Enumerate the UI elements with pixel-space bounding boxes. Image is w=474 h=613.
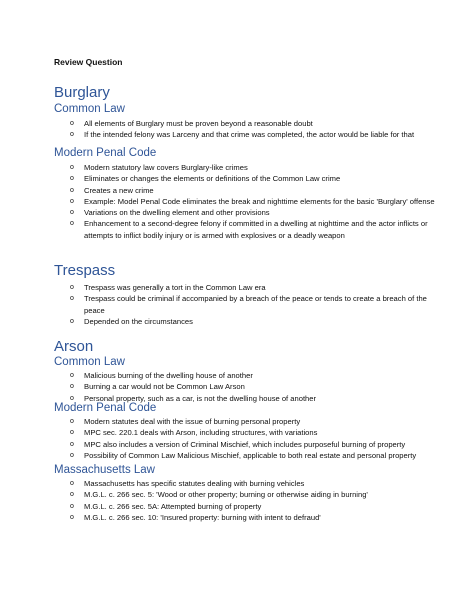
- list-item: o Burning a car would not be Common Law Arson: [70, 382, 245, 392]
- list-item: o M.G.L. c. 266 sec. 5A: Attempted burning of property: [70, 501, 262, 511]
- bullet-icon: o: [70, 491, 74, 499]
- bullet-icon: o: [70, 502, 74, 510]
- trespass-heading: Trespass: [54, 262, 116, 279]
- list-item: o Creates a new crime: [70, 185, 154, 195]
- bullet-icon: o: [70, 418, 74, 425]
- trespass-list: [70, 282, 440, 327]
- arson-common-law-heading: Common Law: [54, 356, 125, 368]
- bullet-icon: o: [70, 120, 74, 127]
- list-item: o Eliminates or changes the elements or definitions of the Common Law crime: [70, 174, 341, 184]
- review-question-label: Review Question: [54, 57, 123, 67]
- arson-mpc-heading: Modern Penal Code: [54, 402, 157, 414]
- bullet-icon: o: [70, 175, 74, 183]
- list-item: o MPC sec. 220.1 deals with Arson, including structures, with variations: [70, 428, 318, 438]
- bullet-icon: o: [70, 513, 74, 521]
- bullet-icon: o: [70, 317, 74, 325]
- arson-heading: Arson: [54, 338, 94, 355]
- arson-massachusetts-heading: Massachusetts Law: [54, 464, 155, 476]
- list-item: o Modern statutory law covers Burglary-like crimes: [70, 163, 248, 172]
- bullet-icon: o: [70, 197, 74, 205]
- list-item: o Enhancement to a second-degree felony if committed in a dwelling at nighttime and the actor inflicts or attempts to inflict bodily injury or is armed with explosives or a deadly weapon: [70, 219, 428, 240]
- burglary-common-law-heading: Common Law: [54, 103, 125, 115]
- list-item: o Possibility of Common Law Malicious Mischief, applicable to both real estate and personal property: [70, 450, 417, 460]
- burglary-mpc-heading: Modern Penal Code: [54, 147, 157, 159]
- arson-common-law-list: [70, 370, 440, 404]
- list-item: o Modern statutes deal with the issue of burning personal property: [70, 417, 301, 426]
- bullet-icon: o: [70, 131, 74, 139]
- list-item: o If the intended felony was Larceny and that crime was completed, the actor would be liable for that: [70, 130, 415, 140]
- list-item: o Depended on the circumstances: [70, 316, 193, 326]
- list-item: o M.G.L. c. 266 sec. 10: 'Insured property: burning with intent to defraud': [70, 512, 321, 522]
- bullet-icon: o: [70, 480, 74, 487]
- list-item: o M.G.L. c. 266 sec. 5: 'Wood or other property; burning or otherwise aiding in burning': [70, 490, 368, 500]
- bullet-icon: o: [70, 372, 74, 379]
- bullet-icon: o: [70, 186, 74, 194]
- bullet-icon: o: [70, 440, 74, 448]
- list-item: o Personal property, such as a car, is not the dwelling house of another: [70, 393, 317, 403]
- burglary-heading: Burglary: [54, 84, 110, 101]
- bullet-icon: o: [70, 429, 74, 437]
- list-item: o MPC also includes a version of Criminal Mischief, which includes purposeful burning of property: [70, 439, 406, 449]
- list-item: o Example: Model Penal Code eliminates the break and nighttime elements for the basic 'Burglary' offense: [70, 196, 435, 206]
- burglary-common-law-list: [70, 118, 440, 141]
- list-item: o All elements of Burglary must be proven beyond a reasonable doubt: [70, 119, 313, 128]
- burglary-mpc-list: [70, 162, 440, 241]
- bullet-icon: o: [70, 220, 74, 228]
- list-item: o Trespass could be criminal if accompanied by a breach of the peace or tends to create a breach of the peace: [70, 294, 427, 315]
- list-item: o Variations on the dwelling element and other provisions: [70, 208, 270, 218]
- list-item: o Malicious burning of the dwelling house of another: [70, 371, 253, 380]
- arson-mpc-list: [70, 416, 440, 461]
- arson-massachusetts-list: [70, 478, 440, 523]
- list-item: o Massachusetts has specific statutes dealing with burning vehicles: [70, 479, 305, 488]
- bullet-icon: o: [70, 394, 74, 402]
- list-item: o Trespass was generally a tort in the Common Law era: [70, 283, 266, 292]
- bullet-icon: o: [70, 284, 74, 291]
- bullet-icon: o: [70, 209, 74, 217]
- bullet-icon: o: [70, 451, 74, 459]
- bullet-icon: o: [70, 164, 74, 171]
- bullet-icon: o: [70, 295, 74, 303]
- bullet-icon: o: [70, 383, 74, 391]
